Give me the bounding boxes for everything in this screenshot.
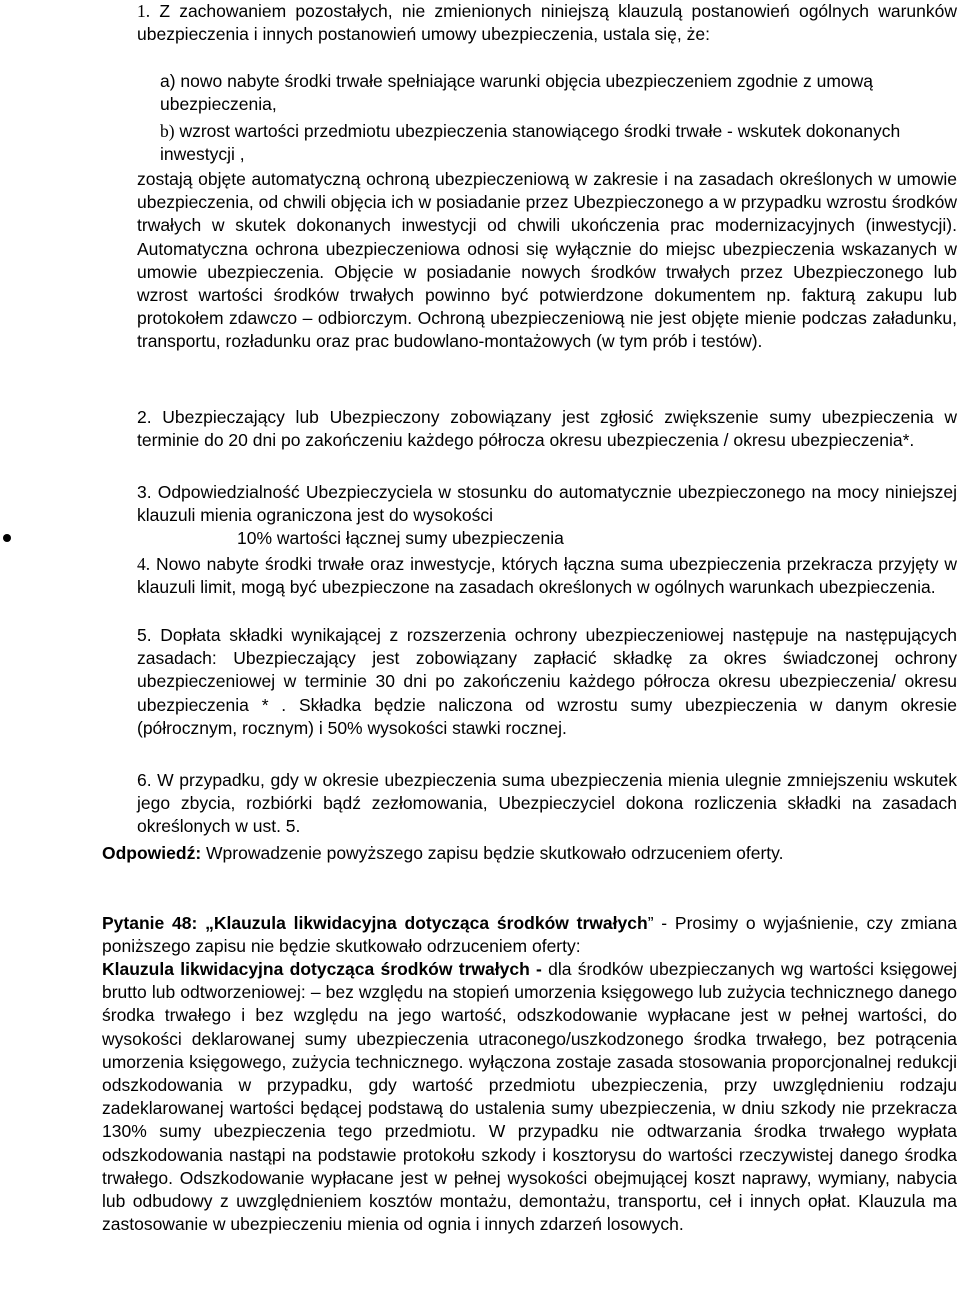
- question-48-label: Pytanie 48: „Klauzula likwidacyjna dotycząca środków trwałych: [102, 913, 648, 933]
- section-4: [137, 553, 957, 599]
- answer-label: Odpowiedź:: [102, 843, 202, 863]
- section-3-limit: 10% wartości łącznej sumy ubezpieczenia: [237, 528, 564, 548]
- section-2: 2. Ubezpieczający lub Ubezpieczony zobowiązany jest zgłosić zwiększenie sumy ubezpieczenia w terminie do 20 dni po zakończeniu każdego półrocza okresu ubezpieczenia / okresu ubezpieczenia*.: [137, 407, 957, 451]
- question-48-heading: [102, 912, 957, 958]
- section-6: 6. W przypadku, gdy w okresie ubezpieczenia suma ubezpieczenia mienia ulegnie zmniejszeniu wskutek jego zbycia, rozbiórki bądź zezłomowania, Ubezpieczyciel dokona rozliczenia składki na zasadach określonych w ust. 5.: [137, 770, 957, 837]
- bullet-icon: [3, 534, 11, 542]
- section-1-text: Z zachowaniem pozostałych, nie zmienionych niniejszą klauzulą postanowień ogólnych warunków ubezpieczenia i innych postanowień umowy ubezpieczenia, ustala się, że:: [137, 1, 957, 45]
- list-item-b-text: wzrost wartości przedmiotu ubezpieczenia stanowiącego środki trwałe - wskutek dokonanych inwestycji ,: [160, 121, 901, 165]
- section-1-continuation: zostają objęte automatyczną ochroną ubezpieczeniową w zakresie i na zasadach określonych w umowie ubezpieczenia, od chwili objęcia ich w posiadanie przez Ubezpieczonego a w przypadku wzrostu środków trwałych w skutek dokonanych inwestycji od chwili ukończenia prac modernizacyjnych (inwestycji). Automatyczna ochrona ubezpieczeniowa odnosi się wyłącznie do miejsc ubezpieczenia wskazanych w umowie ubezpieczenia. Objęcie w posiadanie nowych środków trwałych przez Ubezpieczonego lub wzrost wartości środków trwałych powinno być potwierdzone dokumentem np. fakturą zakupu lub protokołem zdawczo – odbiorczym. Ochroną ubezpieczeniową nie jest objęte mienie podczas załadunku, transportu, rozładunku oraz prac budowlano-montażowych (w tym prób i testów).: [137, 169, 957, 352]
- list-item-a: a) nowo nabyte środki trwałe spełniające warunki objęcia ubezpieczeniem zgodnie z umową ubezpieczenia,: [160, 71, 874, 115]
- clause-text: dla środków ubezpieczanych wg wartości księgowej brutto lub odtworzeniowej: – bez względu na stopień umorzenia księgowego lub zużycia technicznego danego środka trwałego i bez względu na jego wartość, odszkodowanie wypłacane jest w pełnej wartości, do wysokości deklarowanej sumy ubezpieczenia utraconego/uszkodzonego środka trwałego, bez potrącenia umorzenia księgowego, zużycia technicznego. wyłączona zostaje zasada stosowania proporcjonalnej redukcji odszkodowania w przypadku, gdy wartość przedmiotu ubezpieczenia, przy uwzględnieniu rodzaju zadeklarowanej wartości będącej podstawą do ustalenia sumy ubezpieczenia, w dniu szkody nie przekracza 130% sumy ubezpieczenia tego przedmiotu. W przypadku nie odtwarzania środka trwałego wypłata odszkodowania nastąpi na podstawie protokołu szkody i kosztorysu do wartości rzeczywistej danego środka trwałego. Odszkodowanie wypłacane jest w pełnej wysokości obejmującej koszt naprawy, wymiany, nabycia lub odbudowy z uwzględnieniem kosztów montażu, demontażu, transportu, ceł i innych opłat. Klauzula ma zastosowanie w ubezpieczeniu mienia od ognia i innych zdarzeń losowych.: [102, 959, 957, 1235]
- section-5: 5. Dopłata składki wynikającej z rozszerzenia ochrony ubezpieczeniowej następuje na następujących zasadach: Ubezpieczający jest zobowiązany zapłacić składkę za okres świadczonej ochrony ubezpieczeniowej w terminie 30 dni po zakończeniu każdego półrocza okresu ubezpieczenia/ okresu ubezpieczenia * . Składka będzie naliczona od wzrostu sumy ubezpieczenia w danym okresie (półrocznym, rocznym) i 50% wysokości stawki rocznej.: [137, 625, 957, 738]
- section-1-number: 1.: [137, 1, 151, 21]
- clause-label: Klauzula likwidacyjna dotycząca środków trwałych -: [102, 959, 542, 979]
- answer-text: Wprowadzenie powyższego zapisu będzie skutkowało odrzuceniem oferty.: [201, 843, 784, 863]
- section-3: 3. Odpowiedzialność Ubezpieczyciela w stosunku do automatycznie ubezpieczonego na mocy niniejszej klauzuli mienia ograniczona jest do wysokości: [137, 482, 957, 526]
- question-48-text: ” - Prosimy o wyjaśnienie, czy zmiana poniższego zapisu nie będzie skutkowało odrzuceniem oferty:: [102, 913, 958, 957]
- answer-paragraph: [102, 842, 957, 865]
- section-1-intro: [137, 0, 957, 46]
- list-item-b-label: b): [160, 121, 175, 141]
- section-4-number: 4.: [137, 554, 151, 574]
- clause-paragraph: [102, 958, 957, 1236]
- section-4-text: Nowo nabyte środki trwałe oraz inwestycje, których łączna suma ubezpieczenia przekracza przyjęty w klauzuli limit, mogą być ubezpieczone na zasadach określonych w ogólnych warunkach ubezpieczenia.: [137, 554, 957, 598]
- list-item-b: [160, 120, 940, 166]
